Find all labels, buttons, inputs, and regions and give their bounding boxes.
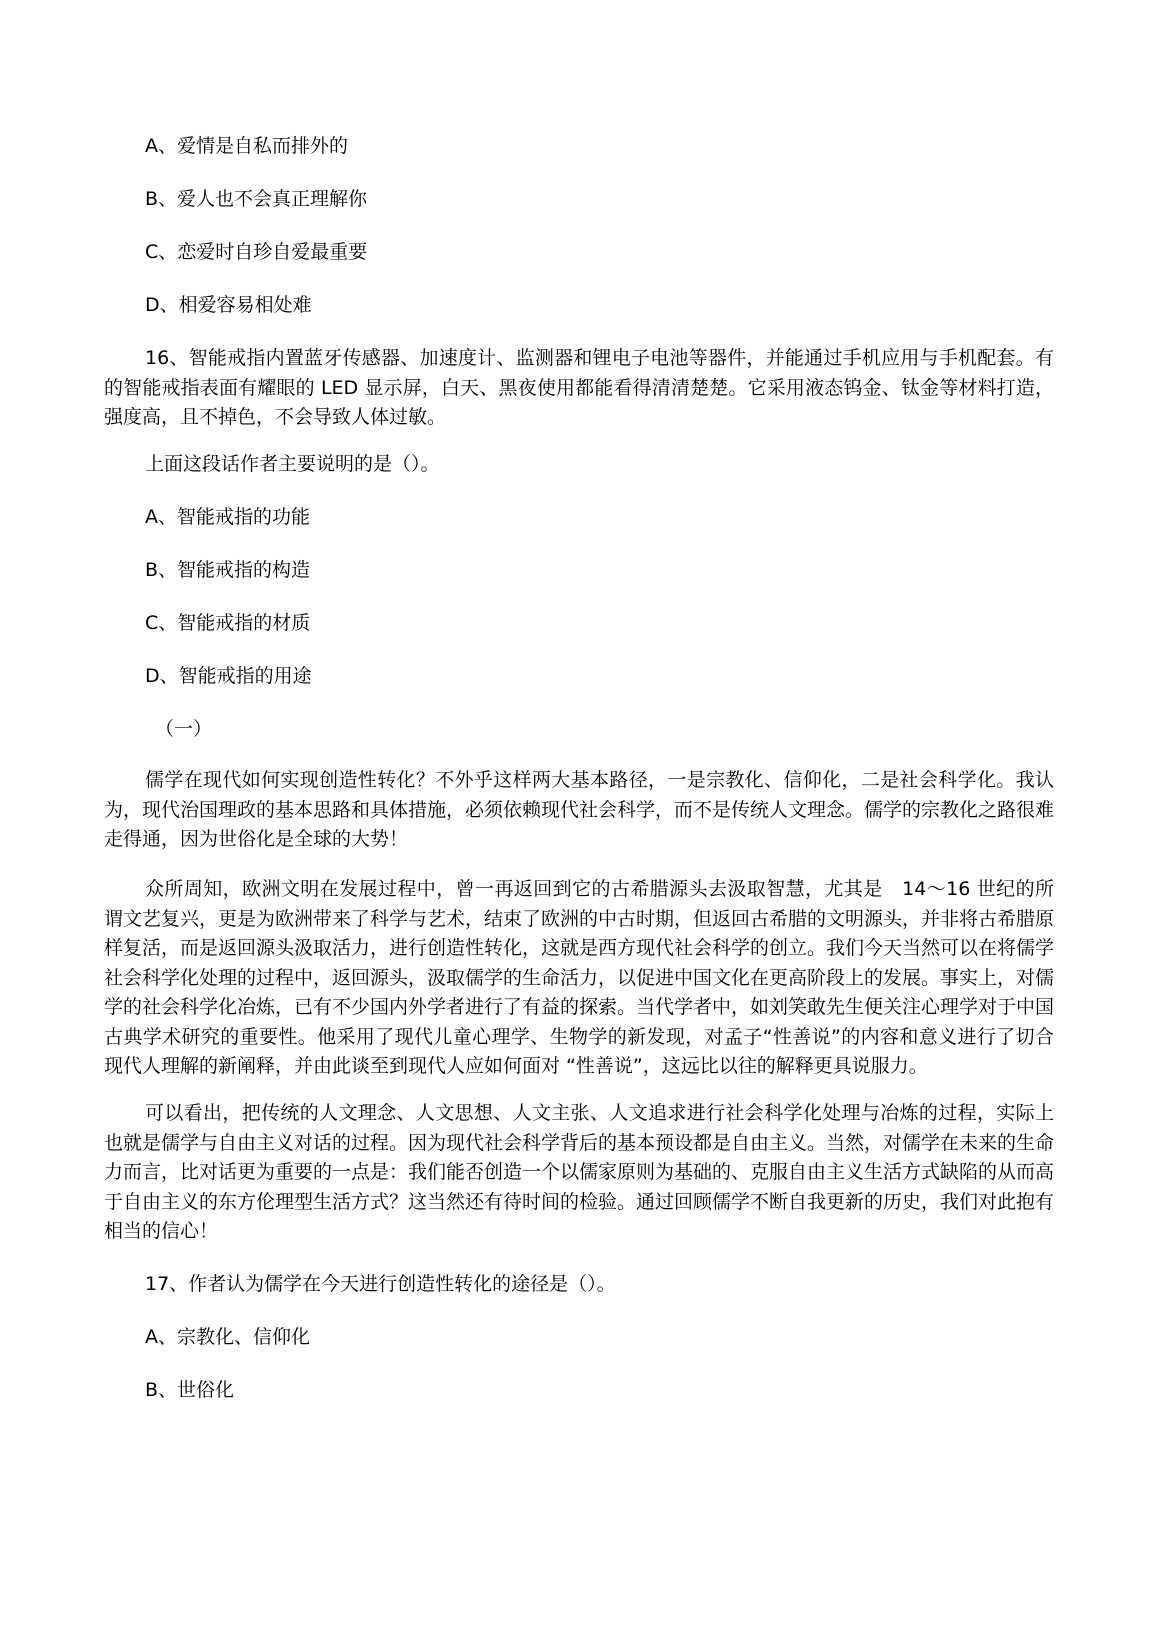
q16-option-c: C、智能戒指的材质 <box>145 612 311 634</box>
q15-option-d: D、相爱容易相处难 <box>145 294 312 316</box>
q15-option-b: B、爱人也不会真正理解你 <box>145 188 368 210</box>
q15-option-c: C、恋爱时自珍自爱最重要 <box>145 241 368 263</box>
article-paragraph-1: 儒学在现代如何实现创造性转化？不外乎这样两大基本路径，一是宗教化、信仰化，二是社会科学化。我认为，现代治国理政的基本思路和具体措施，必须依赖现代社会科学，而不是传统人文理念。儒学的宗教化之路很难走得通，因为世俗化是全球的大势！ <box>104 769 1055 850</box>
q16-question: 上面这段话作者主要说明的是（）。 <box>145 453 440 475</box>
q17-option-b: B、世俗化 <box>145 1379 235 1401</box>
q15-option-a: A、爱情是自私而排外的 <box>145 135 348 157</box>
q16-option-d: D、智能戒指的用途 <box>145 665 312 687</box>
q17-question: 17、作者认为儒学在今天进行创造性转化的途径是（）。 <box>145 1273 616 1295</box>
q16-option-a: A、智能戒指的功能 <box>145 506 310 528</box>
article-paragraph-3: 可以看出，把传统的人文理念、人文思想、人文主张、人文追求进行社会科学化处理与冶炼的过程，实际上也就是儒学与自由主义对话的过程。因为现代社会科学背后的基本预设都是自由主义。当然，对儒学在未来的生命力而言，比对话更为重要的一点是：我们能否创造一个以儒家原则为基础的、克服自由主义生活方式缺陷的从而高于自由主义的东方伦理型生活方式？这当然还有待时间的检验。通过回顾儒学不断自我更新的历史，我们对此抱有相当的信心！ <box>104 1102 1055 1242</box>
q17-option-a: A、宗教化、信仰化 <box>145 1326 310 1348</box>
section-marker: （一） <box>155 718 213 740</box>
q16-option-b: B、智能戒指的构造 <box>145 559 311 581</box>
article-paragraph-2: 众所周知，欧洲文明在发展过程中，曾一再返回到它的古希腊源头去汲取智慧，尤其是 14～16 世纪的所谓文艺复兴，更是为欧洲带来了科学与艺术，结束了欧洲的中古时期，但返回古希腊的文明源头，并非将古希腊原样复活，而是返回源头汲取活力，进行创造性转化，这就是西方现代社会科学的创立。我们今天当然可以在将儒学社会科学化处理的过程中，返回源头，汲取儒学的生命活力，以促进中国文化在更高阶段上的发展。事实上，对儒学的社会科学化冶炼，已有不少国内外学者进行了有益的探索。当代学者中，如刘笑敢先生便关注心理学对于中国古典学术研究的重要性。他采用了现代儿童心理学、生物学的新发现，对孟子“性善说”的内容和意义进行了切合现代人理解的新阐释，并由此谈至到现代人应如何面对 “性善说”，这远比以往的解释更具说服力。 <box>104 878 1055 1077</box>
q16-passage: 16、智能戒指内置蓝牙传感器、加速度计、监测器和锂电子电池等器件，并能通过手机应用与手机配套。有的智能戒指表面有耀眼的 LED 显示屏，白天、黑夜使用都能看得清清楚楚。它采用液态钨金、钛金等材料打造，强度高，且不掉色，不会导致人体过敏。 <box>104 347 1054 428</box>
